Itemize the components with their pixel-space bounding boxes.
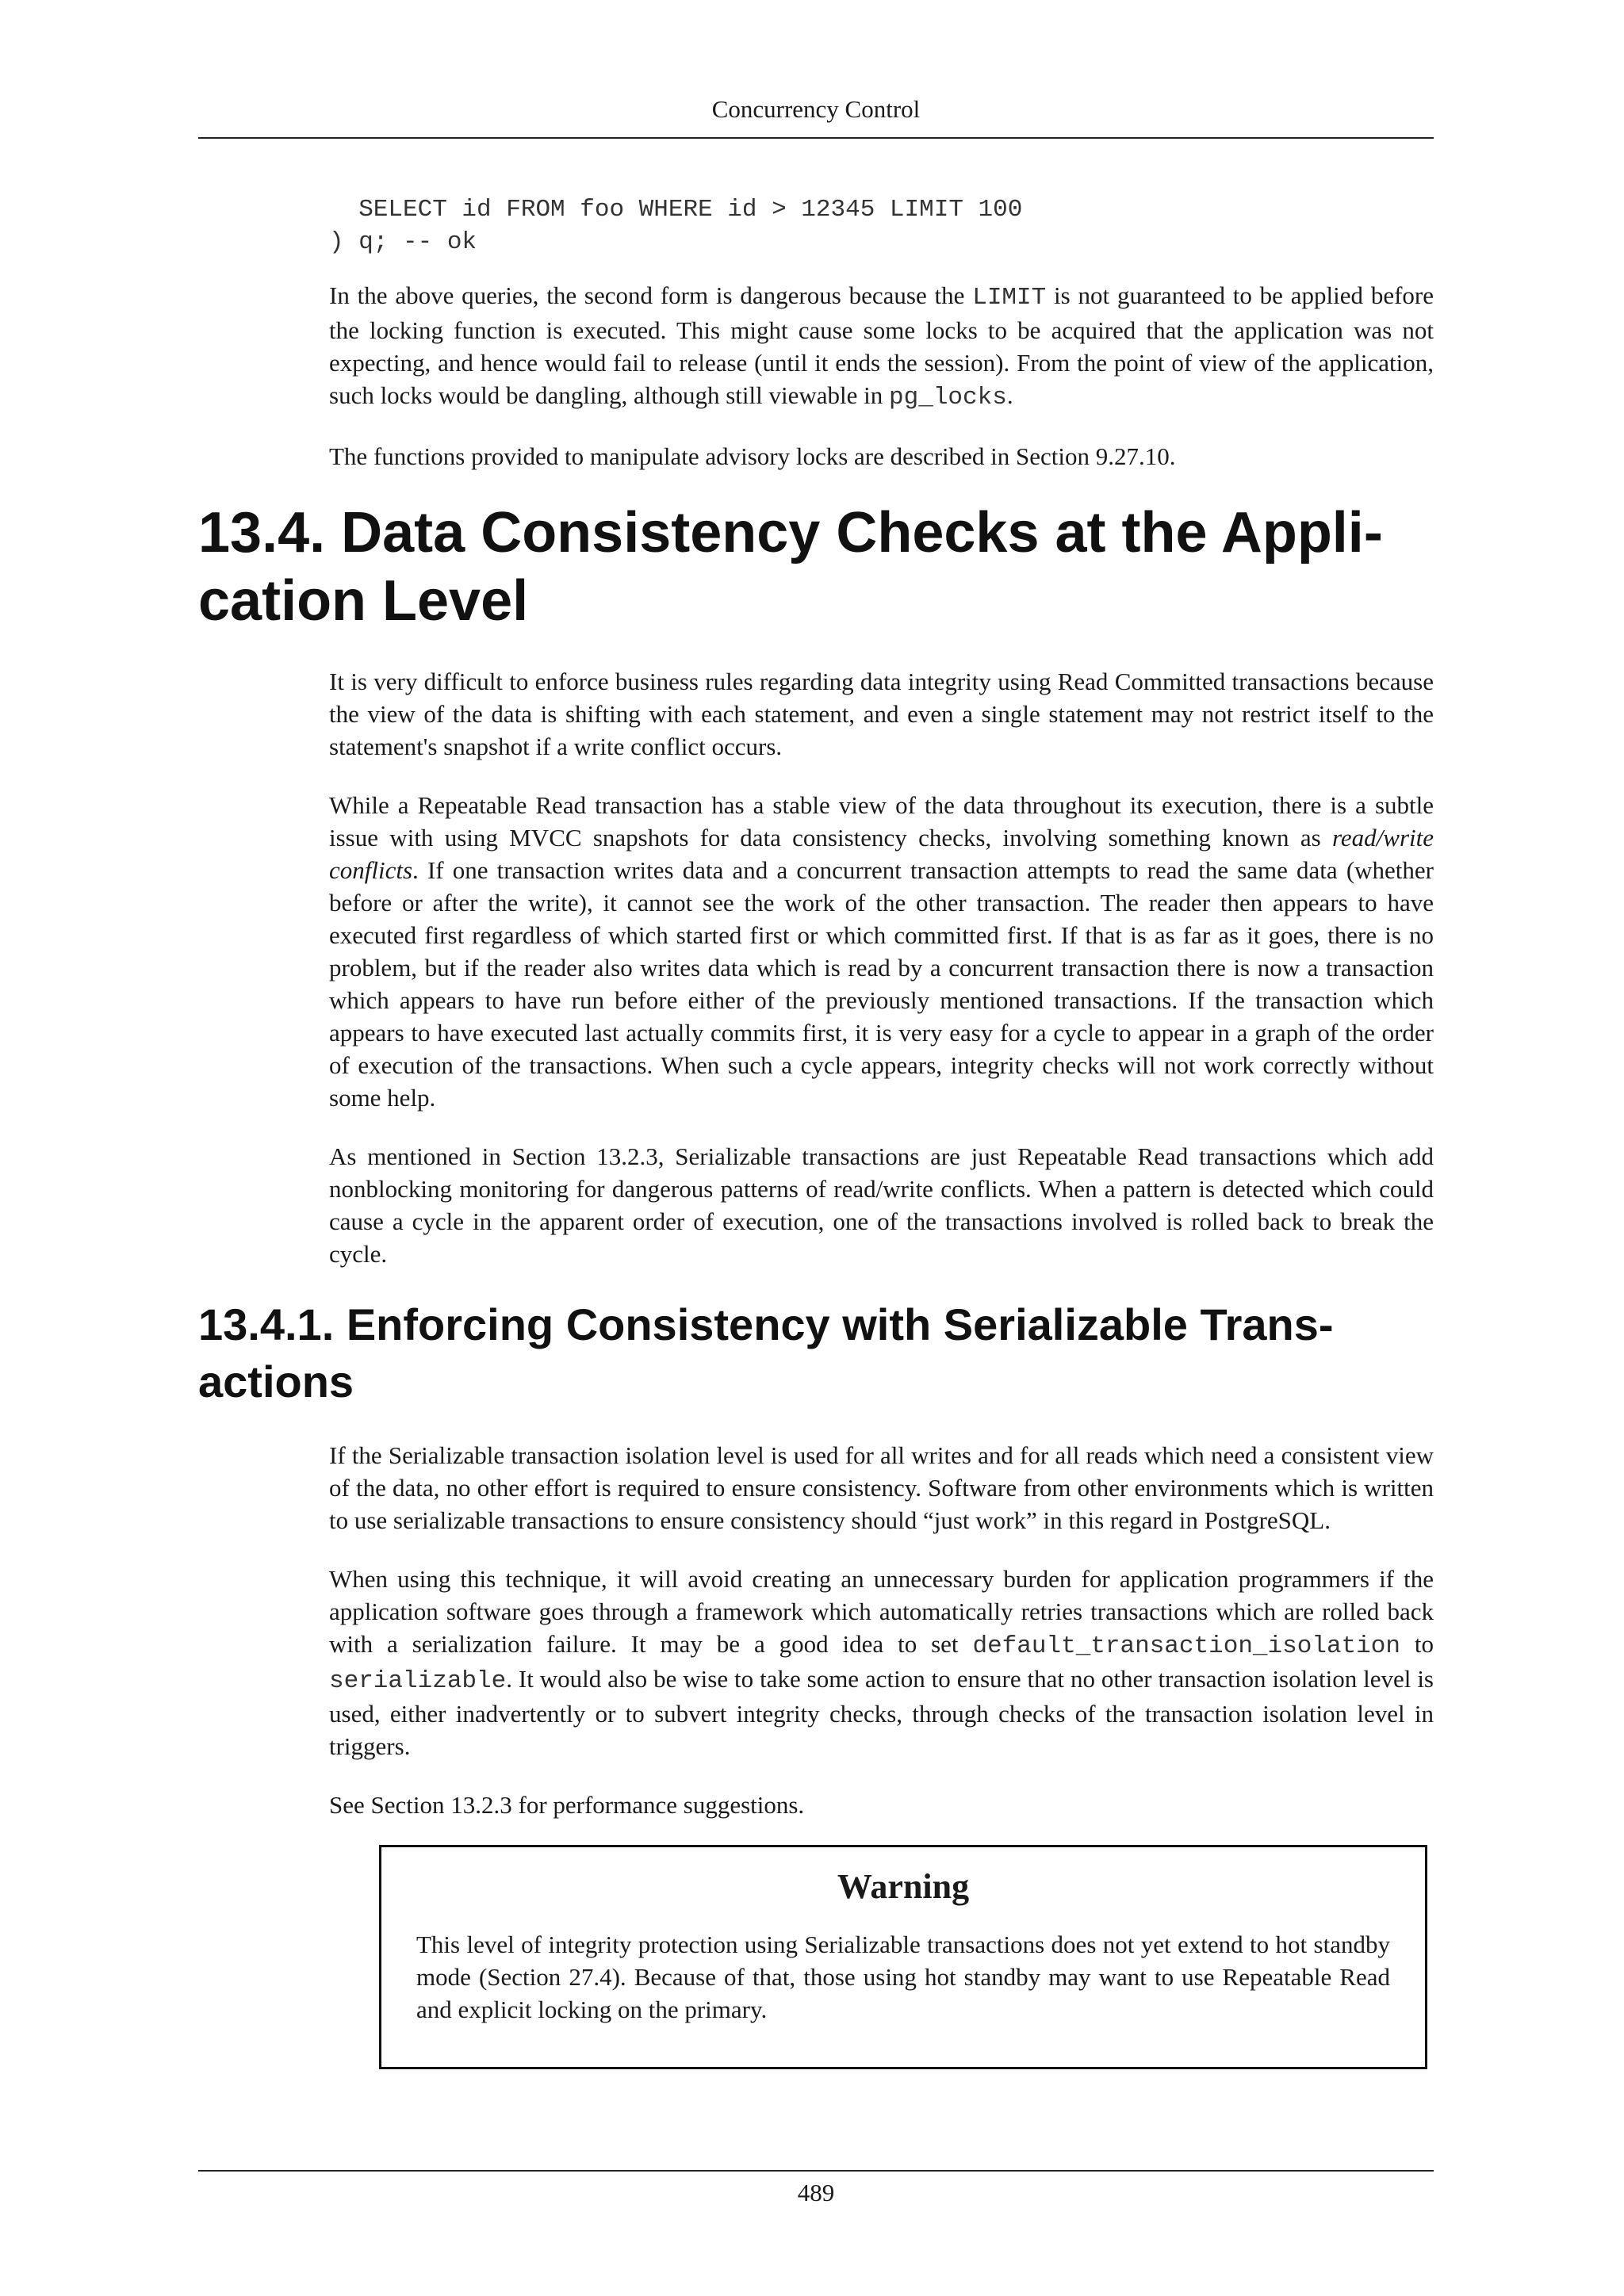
section-heading: 13.4. Data Consistency Checks at the Appli- cation Level	[198, 501, 1383, 633]
code-block	[329, 193, 1434, 258]
header-rule	[198, 137, 1434, 139]
footer-rule	[198, 2170, 1434, 2172]
warning-text: This level of integrity protection using Serializable transactions does not yet extend to hot standby mode (Section 27.4). Because of that, those using hot standby may want to use Repeatable Read and explicit locking on the primary.	[416, 1931, 1390, 2023]
page-number: 489	[797, 2179, 835, 2206]
warning-title: Warning	[837, 1867, 970, 1906]
inline-code-serializable: serializable	[329, 1667, 507, 1695]
running-header: Concurrency Control	[711, 95, 921, 123]
emphasis-read-write-conflicts: read/write conflicts	[329, 824, 1434, 884]
paragraph-technique: When using this technique, it will avoid creating an unnecessary burden for application programmers if the application software goes through a framework which automatically retries transactions which are rolled back with a serialization failure. It may be a good idea to set default_transaction_isolation to serializable. It would also be wise to take some action to ensure that no other transaction isolation level is used, either inadvertently or to subvert integrity checks, through checks of the transaction isolation level in triggers.	[329, 1565, 1434, 1760]
inline-code-default-isolation: default_transaction_isolation	[972, 1632, 1400, 1660]
paragraph-read-committed: It is very difficult to enforce business rules regarding data integrity using Read Committed transactions because the view of the data is shifting with each statement, and even a single statement may not restrict itself to the statement's snapshot if a write conflict occurs.	[329, 668, 1434, 760]
paragraph-advisory-functions: The functions provided to manipulate advisory locks are described in Section 9.27.10.	[329, 442, 1176, 470]
inline-code-limit: LIMIT	[972, 284, 1047, 312]
paragraph-performance: See Section 13.2.3 for performance suggestions.	[329, 1791, 805, 1819]
paragraph-isolation-level: If the Serializable transaction isolation level is used for all writes and for all reads which need a consistent view of the data, no other effort is required to ensure consistency. Software from other environments which is written to use serializable transactions to ensure consistency should “just work” in this regard in PostgreSQL.	[329, 1441, 1434, 1534]
inline-code-pg-locks: pg_locks	[889, 384, 1007, 411]
code-line: SELECT id FROM foo WHERE id > 12345 LIMIT 100	[329, 196, 1023, 224]
paragraph-limit-warning: In the above queries, the second form is dangerous because the LIMIT is not guaranteed to be applied before the locking function is executed. This might cause some locks to be acquired that the application was not expecting, and hence would fail to release (until it ends the session). From the point of view of the application, such locks would be dangling, although still viewable in pg_locks.	[329, 281, 1434, 411]
subsection-heading: 13.4.1. Enforcing Consistency with Serializable Trans- actions	[198, 1299, 1334, 1406]
warning-box	[379, 1845, 1427, 2069]
code-line: ) q; -- ok	[329, 228, 477, 256]
paragraph-serializable: As mentioned in Section 13.2.3, Serializable transactions are just Repeatable Read transactions which add nonblocking monitoring for dangerous patterns of read/write conflicts. When a pattern is detected which could cause a cycle in the apparent order of execution, one of the transactions involved is rolled back to break the cycle.	[329, 1142, 1434, 1268]
page-content	[198, 193, 1434, 2069]
paragraph-repeatable-read: While a Repeatable Read transaction has a stable view of the data throughout its execution, there is a subtle issue with using MVCC snapshots for data consistency checks, involving something known as read/write conflicts. If one transaction writes data and a concurrent transaction attempts to read the same data (whether before or after the write), it cannot see the work of the other transaction. The reader then appears to have executed first regardless of which started first or which committed first. If that is as far as it goes, there is no problem, but if the reader also writes data which is read by a concurrent transaction there is now a transaction which appears to have run before either of the previously mentioned transactions. If the transaction which appears to have executed last actually commits first, it is very easy for a cycle to appear in a graph of the order of execution of the transactions. When such a cycle appears, integrity checks will not work correctly without some help.	[329, 791, 1434, 1112]
